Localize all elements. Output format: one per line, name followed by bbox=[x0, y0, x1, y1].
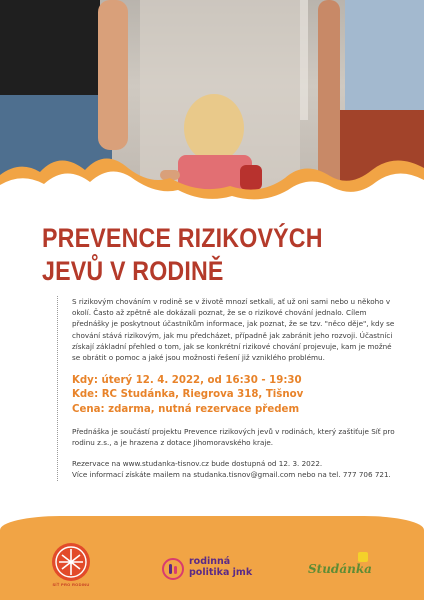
sun-icon bbox=[358, 552, 368, 562]
project-note: Přednáška je součástí projektu Prevence rizikových jevů v rodinách, který zaštiťuje Síť pro rodinu z.s., a je hrazena z dotace Jihomoravského kraje. bbox=[72, 426, 395, 448]
family-icon bbox=[162, 558, 184, 580]
network-icon bbox=[52, 543, 90, 581]
event-details bbox=[72, 374, 397, 417]
family-photo-illustration bbox=[0, 0, 424, 215]
logo-word-1: rodinná bbox=[189, 556, 231, 567]
main-content bbox=[57, 296, 397, 481]
studanka-wordmark: Studánka bbox=[308, 562, 372, 576]
logo-words bbox=[189, 556, 252, 578]
studanka-logo bbox=[308, 550, 378, 584]
event-price: Cena: zdarma, nutná rezervace předem bbox=[72, 403, 300, 415]
event-when: Kdy: úterý 12. 4. 2022, od 16:30 - 19:30 bbox=[72, 375, 302, 387]
sit-pro-rodinu-logo bbox=[48, 543, 94, 589]
title-line-1: PREVENCE RIZIKOVÝCH bbox=[42, 223, 323, 253]
logo-caption: SÍŤ PRO RODINU bbox=[52, 582, 90, 587]
info-line: Více informací získáte mailem na studanka.tisnov@gmail.com nebo na tel. 777 706 721. bbox=[72, 470, 391, 480]
contact-info bbox=[72, 458, 397, 480]
page-title bbox=[42, 222, 326, 288]
title-line-2: JEVŮ V RODINĚ bbox=[42, 256, 224, 286]
logo-word-2: politika jmk bbox=[189, 567, 253, 578]
intro-paragraph: S rizikovým chováním v rodině se v životě mnozí setkali, ať už oni sami nebo u někoho v okolí. Často až zpětně ale dokázali poznat, že se o rizikové chování jednalo. Cílem přednášky je poskytnout účastníkům informace, jak poznat, že se tzv. "něco děje", kdy se chování stává rizikovým, jak mu předcházet, případně jak zabránit jeho rozvoji. Účastníci získají základní přehled o tom, jak se konkrétní rizikové chování projevuje, kam je možné se obrátit o pomoc a jaké jsou možnosti řešení již vzniklého problému. bbox=[72, 297, 395, 363]
event-where: Kde: RC Studánka, Riegrova 318, Tišnov bbox=[72, 389, 304, 401]
header-photo-family-walking bbox=[0, 0, 424, 215]
reservation-line: Rezervace na www.studanka-tisnov.cz bude dostupná od 12. 3. 2022. bbox=[72, 459, 323, 469]
